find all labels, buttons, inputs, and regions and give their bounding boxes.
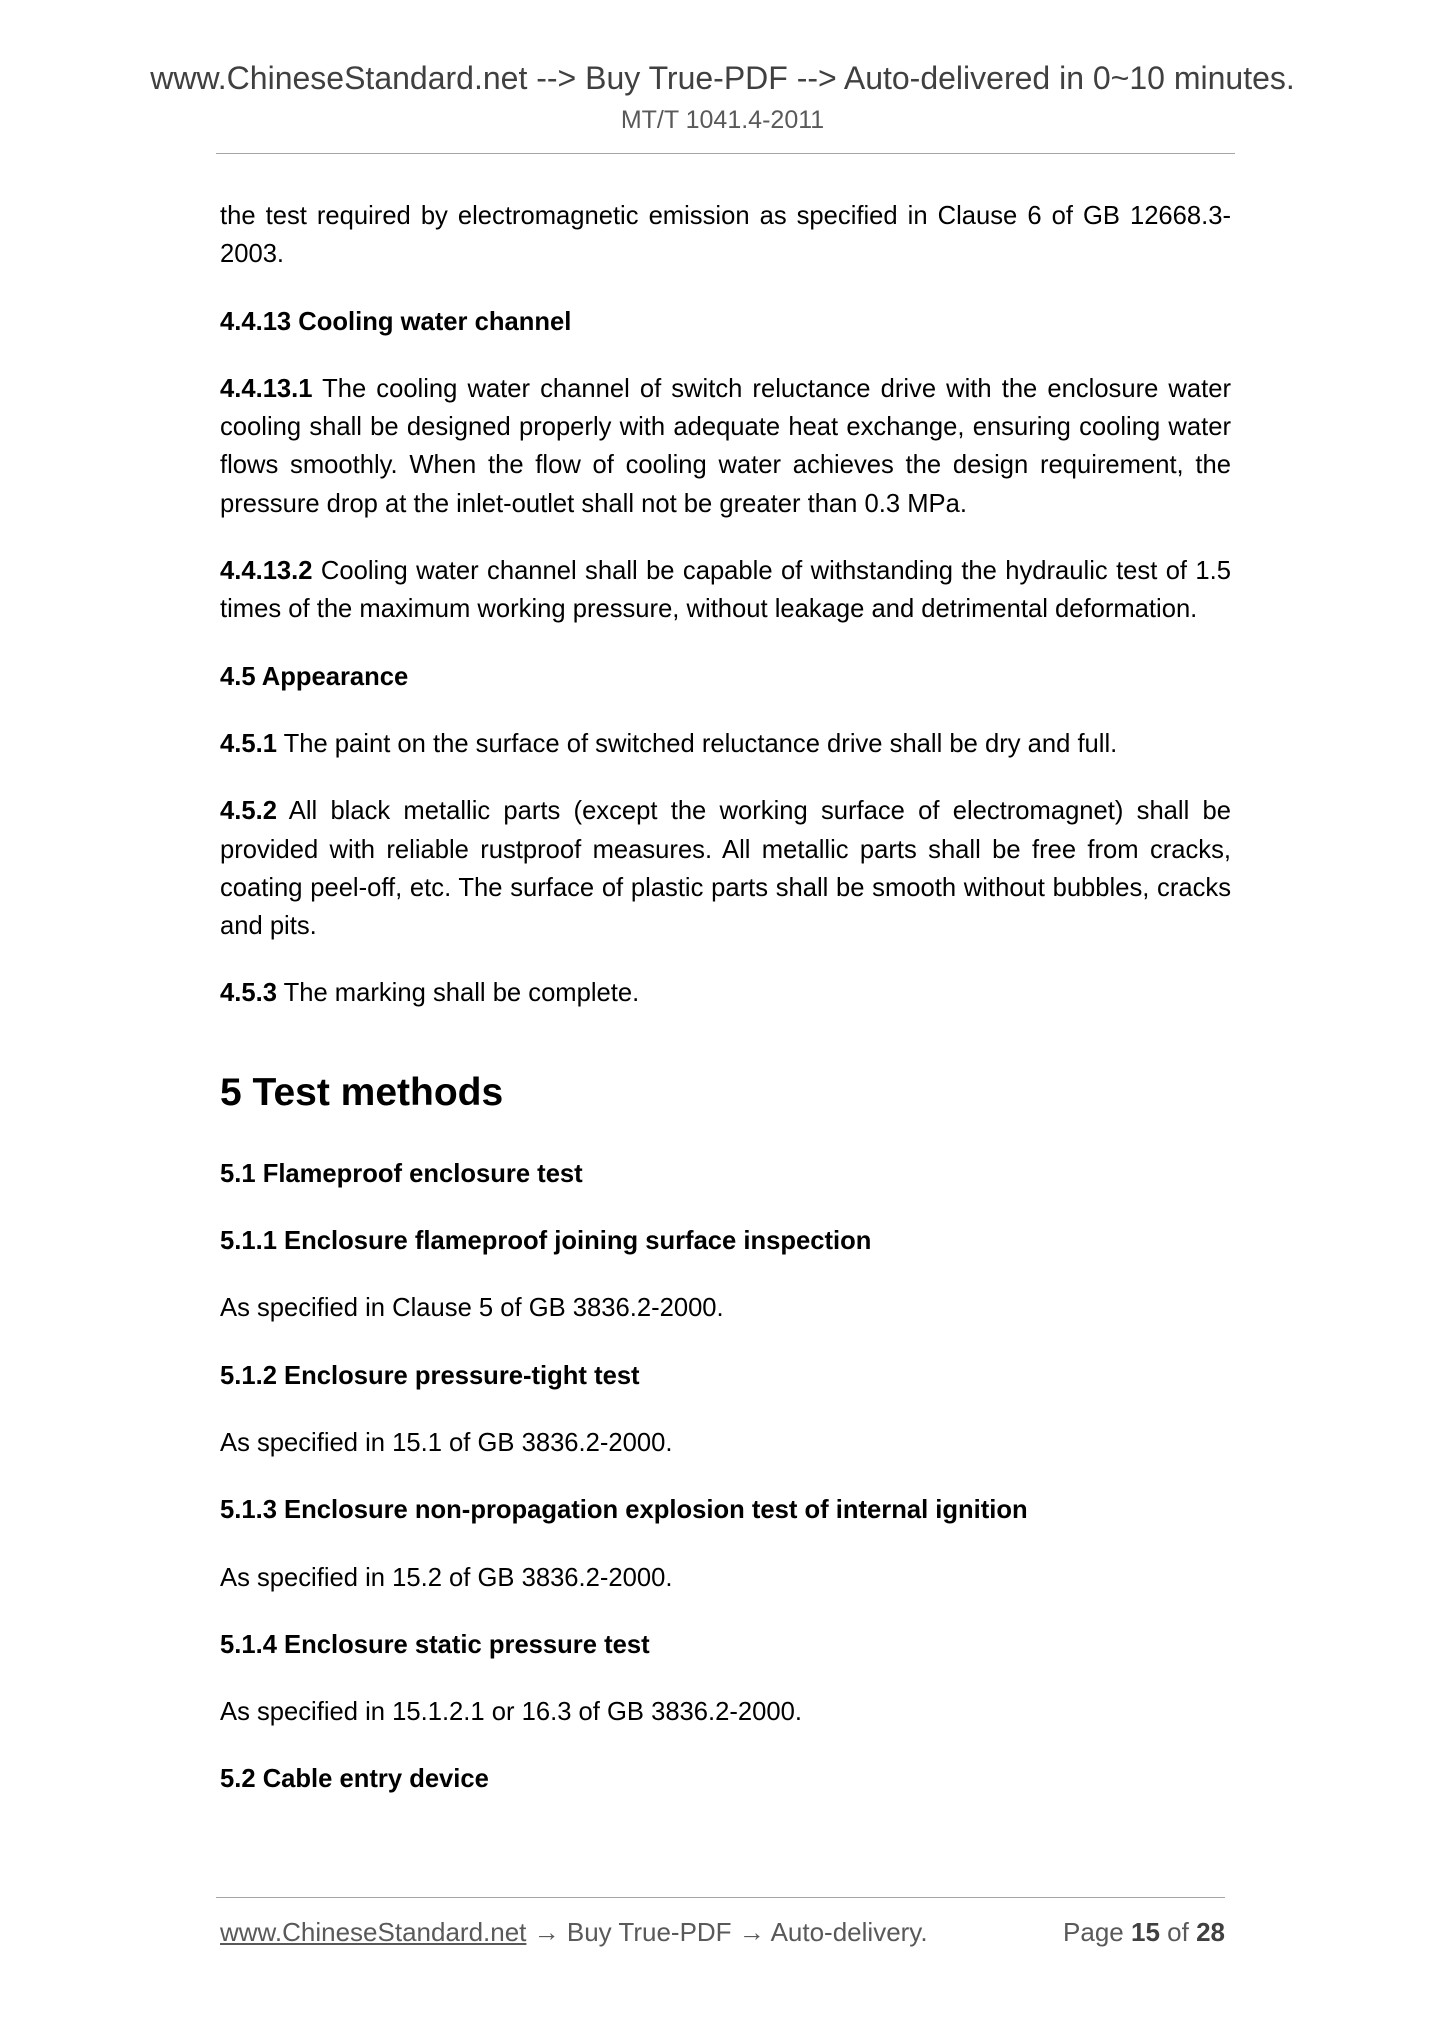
clause-number: 4.5.2 — [220, 797, 277, 826]
paragraph-5-1-3: As specified in 15.2 of GB 3836.2-2000. — [220, 1563, 673, 1592]
section-title-5: 5 Test methods — [220, 1070, 504, 1114]
page-label: Page — [1063, 1917, 1124, 1947]
heading-4-5: 4.5 Appearance — [220, 662, 409, 691]
heading-5-1-4: 5.1.4 Enclosure static pressure test — [220, 1630, 650, 1659]
paragraph-5-1-4: As specified in 15.1.2.1 or 16.3 of GB 3836.2-2000. — [220, 1698, 802, 1727]
clause-number: 4.5.3 — [220, 979, 277, 1008]
footer-left — [220, 1915, 928, 1949]
document-body — [220, 197, 1231, 1828]
paragraph-4-5-1 — [220, 725, 1231, 763]
footer-website-link[interactable]: www.ChineseStandard.net — [220, 1917, 527, 1947]
heading-5-1-3: 5.1.3 Enclosure non-propagation explosion test of internal ignition — [220, 1496, 1028, 1525]
clause-text: The paint on the surface of switched reluctance drive shall be dry and full. — [283, 729, 1118, 758]
heading-5-1-1: 5.1.1 Enclosure flameproof joining surface inspection — [220, 1227, 872, 1256]
heading-5-1: 5.1 Flameproof enclosure test — [220, 1159, 583, 1188]
paragraph-4-4-13-1 — [220, 370, 1231, 523]
header-divider — [216, 153, 1235, 154]
paragraph-continued: the test required by electromagnetic emission as specified in Clause 6 of GB 12668.3-2003. — [220, 202, 1231, 269]
header-banner: www.ChineseStandard.net --> Buy True-PDF --> Auto-delivered in 0~10 minutes. — [150, 60, 1295, 96]
paragraph-5-1-1: As specified in Clause 5 of GB 3836.2-2000. — [220, 1294, 724, 1323]
paragraph-4-4-13-2 — [220, 552, 1231, 629]
total-pages: 28 — [1196, 1917, 1225, 1947]
page-footer — [220, 1915, 1225, 1949]
document-code: MT/T 1041.4-2011 — [620, 106, 825, 134]
clause-number: 4.4.13.1 — [220, 374, 313, 403]
clause-text: Cooling water channel shall be capable of withstanding the hydraulic test of 1.5 times of the maximum working pressure, without leakage and detrimental deformation. — [220, 557, 1231, 624]
clause-number: 4.5.1 — [220, 729, 277, 758]
footer-divider — [216, 1897, 1225, 1898]
current-page: 15 — [1131, 1917, 1160, 1947]
heading-5-1-2: 5.1.2 Enclosure pressure-tight test — [220, 1361, 640, 1390]
clause-number: 4.4.13.2 — [220, 557, 313, 586]
clause-text: The cooling water channel of switch reluctance drive with the enclosure water cooling shall be designed properly with adequate heat exchange, ensuring cooling water flows smoothly. When the flow of cooling water achieves the design requirement, the pressure drop at the inlet-outlet shall not be greater than 0.3 MPa. — [220, 374, 1231, 518]
paragraph-5-1-2: As specified in 15.1 of GB 3836.2-2000. — [220, 1428, 673, 1457]
paragraph-4-5-3 — [220, 974, 1231, 1012]
clause-text: All black metallic parts (except the working surface of electromagnet) shall be provided with reliable rustproof measures. All metallic parts shall be free from cracks, coating peel-off, etc. The surface of plastic parts shall be smooth without bubbles, cracks and pits. — [220, 797, 1231, 941]
footer-purchase-text: → Buy True-PDF → Auto-delivery. — [526, 1917, 928, 1947]
heading-4-4-13: 4.4.13 Cooling water channel — [220, 307, 572, 336]
paragraph-4-5-2 — [220, 792, 1231, 945]
page-number — [1063, 1915, 1225, 1949]
clause-text: The marking shall be complete. — [283, 979, 640, 1008]
heading-5-2: 5.2 Cable entry device — [220, 1765, 489, 1794]
page-of-label: of — [1167, 1917, 1189, 1947]
